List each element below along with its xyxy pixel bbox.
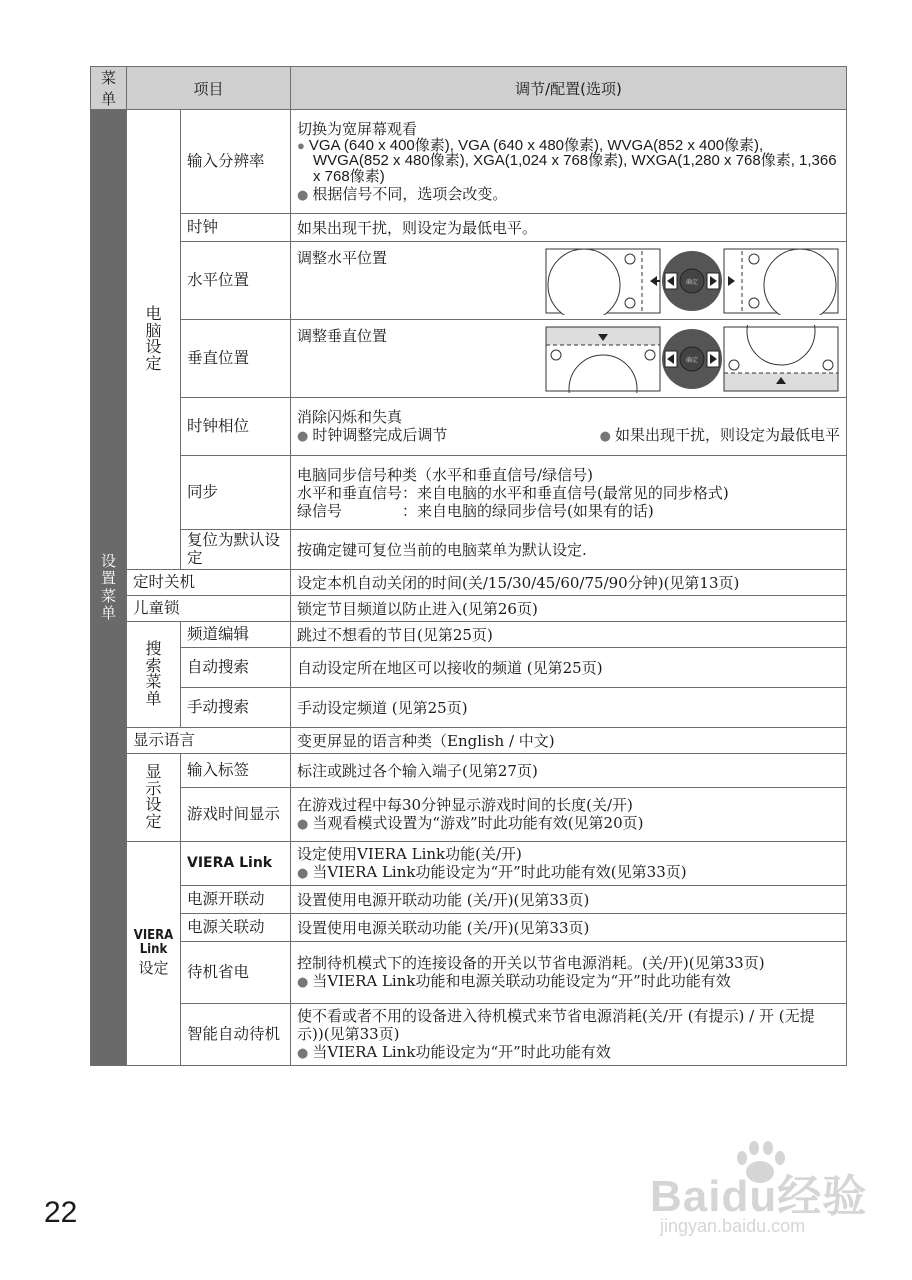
item-hpos: 水平位置 bbox=[181, 242, 291, 320]
item-chedit: 频道编辑 bbox=[181, 622, 291, 648]
table-row bbox=[91, 942, 847, 1004]
table-header bbox=[91, 67, 847, 110]
ok-label: 确定 bbox=[686, 356, 699, 364]
item-standby: 待机省电 bbox=[181, 942, 291, 1004]
table-row bbox=[91, 530, 847, 570]
page-number: 22 bbox=[44, 1196, 78, 1229]
item-gametime: 游戏时间显示 bbox=[181, 788, 291, 842]
item-vieralink: VIERA Link bbox=[181, 842, 291, 886]
item-reset: 复位为默认设定 bbox=[181, 530, 291, 570]
watermark-url: jingyan.baidu.com bbox=[660, 1216, 806, 1236]
table-row bbox=[91, 688, 847, 728]
item-poweroff: 电源关联动 bbox=[181, 914, 291, 942]
item-smartstandby: 智能自动待机 bbox=[181, 1004, 291, 1066]
table-row bbox=[91, 914, 847, 942]
item-phase: 时钟相位 bbox=[181, 398, 291, 456]
settings-table bbox=[90, 66, 847, 1066]
desc-autoscan: 自动设定所在地区可以接收的频道 (见第25页) bbox=[291, 648, 847, 688]
table-row bbox=[91, 842, 847, 886]
item-autoscan: 自动搜索 bbox=[181, 648, 291, 688]
desc-poweron: 设置使用电源开联动功能 (关/开)(见第33页) bbox=[291, 886, 847, 914]
desc-timer: 设定本机自动关闭的时间(关/15/30/45/60/75/90分钟)(见第13页) bbox=[291, 570, 847, 596]
watermark bbox=[640, 1148, 880, 1248]
desc-hpos: 调整水平位置 确定 bbox=[291, 242, 847, 320]
table-row bbox=[91, 320, 847, 398]
hpos-diagram bbox=[544, 247, 840, 315]
desc-smartstandby: 使不看或者不用的设备进入待机模式来节省电源消耗(关/开 (有提示) / 开 (无提示))(见第33页) ● 当VIERA Link功能设定为“开”时此功能有效 bbox=[291, 1004, 847, 1066]
ok-label: 确定 bbox=[686, 278, 699, 286]
table-row bbox=[91, 214, 847, 242]
item-manscan: 手动搜索 bbox=[181, 688, 291, 728]
desc-vieralink: 设定使用VIERA Link功能(关/开) ● 当VIERA Link功能设定为“开”时此功能有效(见第33页) bbox=[291, 842, 847, 886]
side-label: 设置菜单 bbox=[91, 110, 127, 1066]
desc-inputlabel: 标注或跳过各个输入端子(见第27页) bbox=[291, 754, 847, 788]
desc-clock: 如果出现干扰，则设定为最低电平。 bbox=[291, 214, 847, 242]
header-adjust: 调节/配置(选项) bbox=[291, 67, 847, 110]
item-poweron: 电源开联动 bbox=[181, 886, 291, 914]
desc-poweroff: 设置使用电源关联动功能 (关/开)(见第33页) bbox=[291, 914, 847, 942]
table-row bbox=[91, 110, 847, 214]
header-menu: 菜单 bbox=[91, 67, 127, 110]
desc-sync: 电脑同步信号种类（水平和垂直信号/绿信号) 水平和垂直信号：来自电脑的水平和垂直信号(最常见的同步格式) 绿信号 ：来自电脑的绿同步信号(如果有的话) bbox=[291, 456, 847, 530]
table-row bbox=[91, 648, 847, 688]
table-row bbox=[91, 596, 847, 622]
vpos-diagram bbox=[544, 325, 840, 393]
table-row bbox=[91, 456, 847, 530]
item-inputlabel: 输入标签 bbox=[181, 754, 291, 788]
table-row bbox=[91, 398, 847, 456]
item-lang: 显示语言 bbox=[127, 728, 291, 754]
desc-standby: 控制待机模式下的连接设备的开关以节省电源消耗。(关/开)(见第33页) ● 当VIERA Link功能和电源关联动功能设定为“开”时此功能有效 bbox=[291, 942, 847, 1004]
desc-manscan: 手动设定频道 (见第25页) bbox=[291, 688, 847, 728]
desc-lang: 变更屏显的语言种类（English / 中文) bbox=[291, 728, 847, 754]
table-row bbox=[91, 570, 847, 596]
desc-childlock: 锁定节目频道以防止进入(见第26页) bbox=[291, 596, 847, 622]
table-row bbox=[91, 886, 847, 914]
item-clock: 时钟 bbox=[181, 214, 291, 242]
desc-vpos: 调整垂直位置 确定 bbox=[291, 320, 847, 398]
item-sync: 同步 bbox=[181, 456, 291, 530]
table-row bbox=[91, 622, 847, 648]
table-row bbox=[91, 754, 847, 788]
group-pc: 电脑设定 bbox=[127, 110, 181, 570]
desc-resolution: 切换为宽屏幕观看 ● VGA (640 x 400像素), VGA (640 x 480像素), WVGA(852 x 400像素), WVGA(852 x 480像素), XGA(1,024 x 768像素), WXGA(1,280 x 768像素, 1,366 x 768像素) ● 根据信号不同，选项会改变。 bbox=[291, 110, 847, 214]
table-row bbox=[91, 788, 847, 842]
table-row bbox=[91, 728, 847, 754]
group-search: 搜索菜单 bbox=[127, 622, 181, 728]
watermark-brand: Baidu经验 bbox=[650, 1172, 868, 1221]
item-timer: 定时关机 bbox=[127, 570, 291, 596]
table-row bbox=[91, 242, 847, 320]
item-resolution: 输入分辨率 bbox=[181, 110, 291, 214]
desc-chedit: 跳过不想看的节目(见第25页) bbox=[291, 622, 847, 648]
desc-gametime: 在游戏过程中每30分钟显示游戏时间的长度(关/开) ● 当观看模式设置为“游戏”时此功能有效(见第20页) bbox=[291, 788, 847, 842]
header-item: 项目 bbox=[127, 67, 291, 110]
desc-phase: 消除闪烁和失真 ● 时钟调整完成后调节 ● 如果出现干扰，则设定为最低电平 bbox=[291, 398, 847, 456]
group-viera: VIERA Link 设定 bbox=[127, 842, 181, 1066]
item-vpos: 垂直位置 bbox=[181, 320, 291, 398]
group-display: 显示设定 bbox=[127, 754, 181, 842]
item-childlock: 儿童锁 bbox=[127, 596, 291, 622]
table-row bbox=[91, 1004, 847, 1066]
desc-reset: 按确定键可复位当前的电脑菜单为默认设定. bbox=[291, 530, 847, 570]
